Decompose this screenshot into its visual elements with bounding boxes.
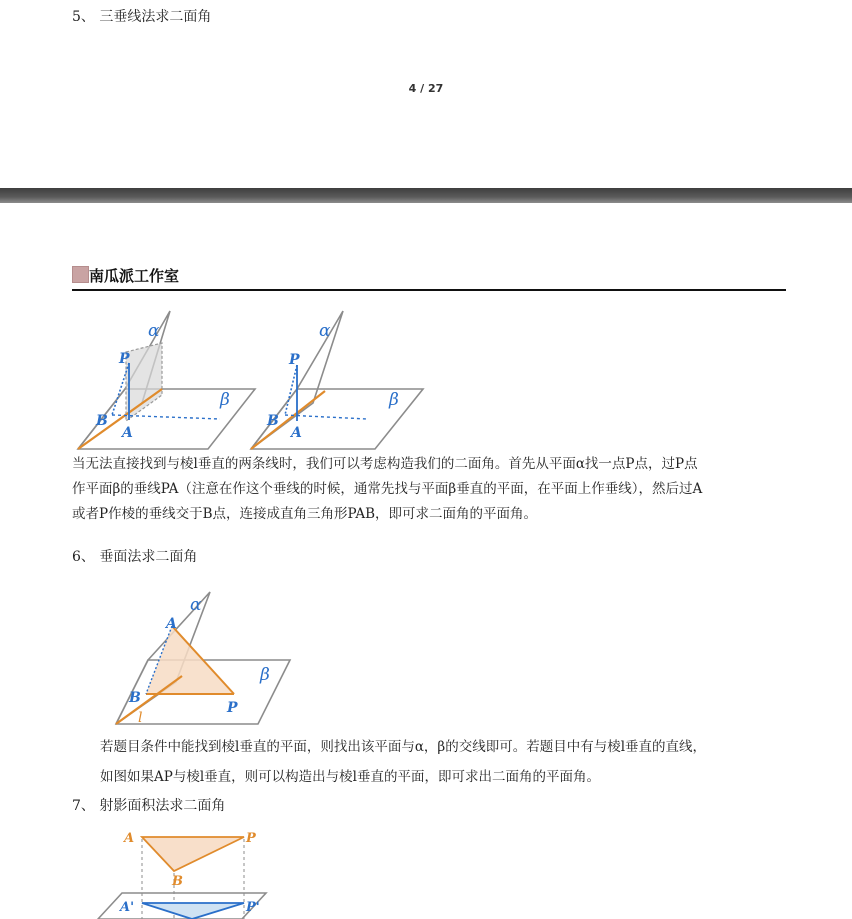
section-6-heading: 6、 垂面法求二面角 xyxy=(72,549,198,565)
figure2-beta-label: β xyxy=(389,390,399,410)
figure-three-perpendicular-2 xyxy=(245,303,435,453)
figure3-a-label: A xyxy=(166,616,177,632)
figure1-p-label: P xyxy=(119,351,130,367)
figure3-b-label: B xyxy=(129,690,141,706)
figure4-a-prime-label: A' xyxy=(120,900,135,915)
figure3-alpha-label: α xyxy=(190,595,202,615)
section-6-explanation xyxy=(100,732,706,792)
page-separator xyxy=(0,188,852,203)
figure-three-perpendicular-1 xyxy=(70,303,260,453)
figure3-p-label: P xyxy=(227,700,238,716)
header-title: 南瓜派工作室 xyxy=(89,267,180,285)
figure2-p-label: P xyxy=(289,352,300,368)
figure-perpendicular-plane xyxy=(112,586,302,728)
figure1-beta-label: β xyxy=(220,390,230,410)
figure2-alpha-label: α xyxy=(319,321,331,341)
section-5-line-3: 或者P作棱的垂线交于B点，连接成直角三角形PAB，即可求二面角的平面角。 xyxy=(72,506,538,522)
figure1-b-label: B xyxy=(96,413,108,429)
figure2-a-label: A xyxy=(291,425,302,441)
figure4-a-label: A xyxy=(124,831,135,846)
section-6-line-2: 如图如果AP与棱l垂直，则可以构造出与棱l垂直的平面，即可求出二面角的平面角。 xyxy=(100,769,600,785)
section-5-explanation xyxy=(72,452,702,527)
figure1-a-label: A xyxy=(122,425,133,441)
section-6-line-1: 若题目条件中能找到棱l垂直的平面，则找出该平面与α，β的交线即可。若题目中有与棱l垂直的直线， xyxy=(100,739,707,755)
figure3-l-label: l xyxy=(138,710,143,726)
section-5-line-1: 当无法直接找到与棱l垂直的两条线时，我们可以考虑构造我们的二面角。首先从平面α找一点P点，过P点 xyxy=(72,456,698,472)
section-7-heading: 7、 射影面积法求二面角 xyxy=(72,798,226,814)
page-header xyxy=(72,265,786,291)
logo-icon xyxy=(72,266,89,283)
figure3-beta-label: β xyxy=(260,665,270,685)
figure4-p-prime-label: P' xyxy=(246,900,260,915)
section-5-heading: 5、 三垂线法求二面角 xyxy=(72,9,212,25)
figure2-b-label: B xyxy=(267,413,279,429)
figure4-p-label: P xyxy=(246,831,256,846)
page-4-bottom xyxy=(0,0,852,188)
figure-projected-area xyxy=(96,823,286,919)
section-5-line-2: 作平面β的垂线PA（注意在作这个垂线的时候，通常先找与平面β垂直的平面，在平面上作垂线），然后过A xyxy=(72,481,703,497)
page-5 xyxy=(0,203,852,919)
figure4-b-label: B xyxy=(172,874,183,889)
page-number: 4 / 27 xyxy=(408,82,444,95)
figure1-alpha-label: α xyxy=(148,321,160,341)
